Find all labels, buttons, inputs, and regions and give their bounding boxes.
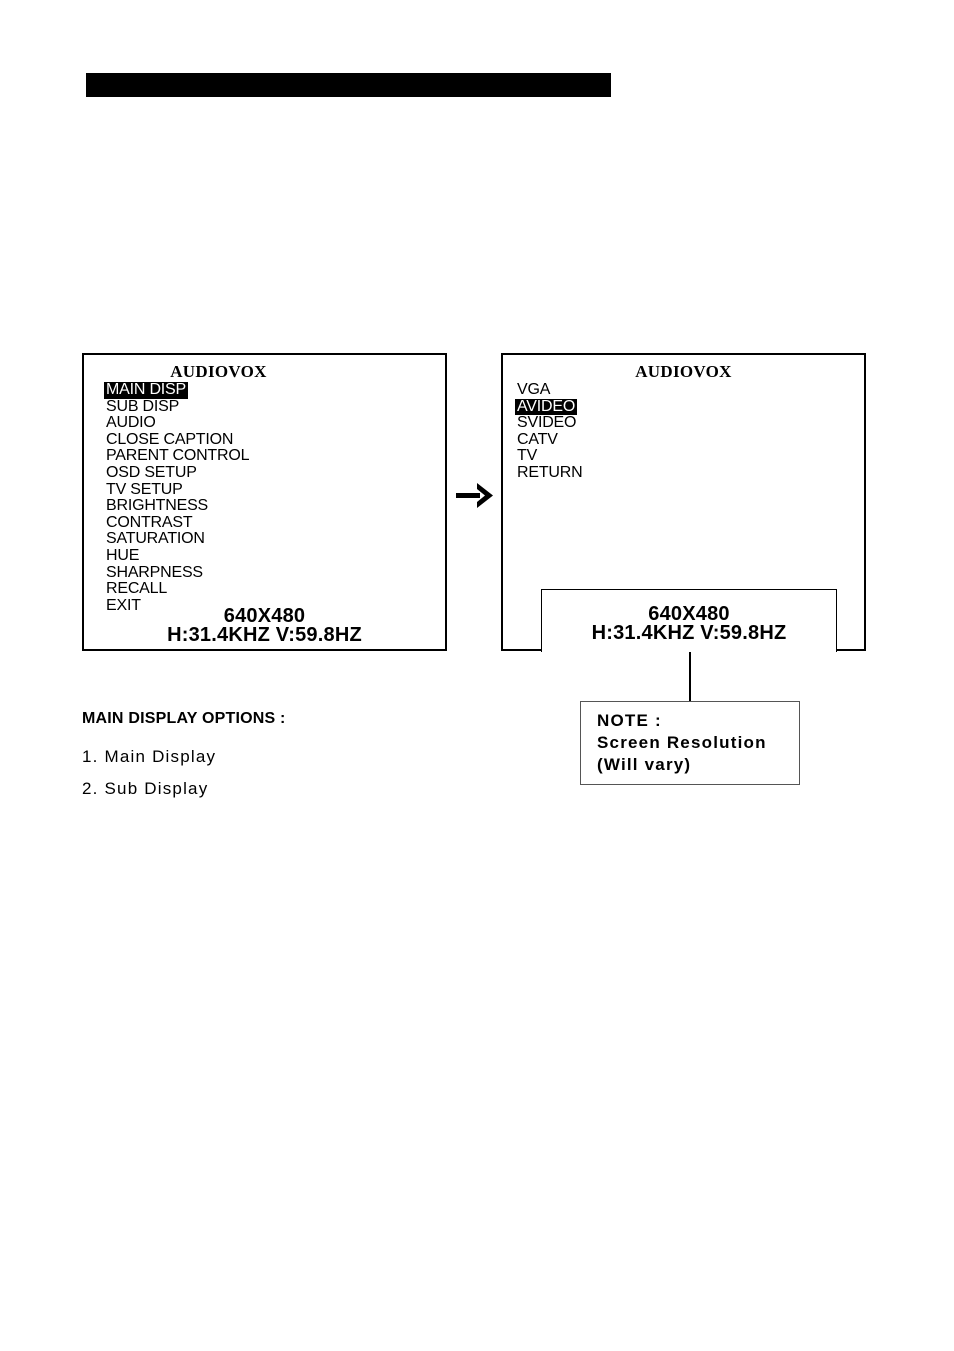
menu-item-tv-setup[interactable]: TV SETUP	[106, 480, 183, 498]
resolution-readout-right	[541, 605, 837, 643]
menu-item-avideo[interactable]: AVIDEO	[517, 397, 576, 415]
note-title: NOTE :	[597, 711, 662, 730]
resolution-readout-left	[82, 607, 447, 645]
note-line: Screen Resolution	[597, 733, 767, 752]
menu-item-parent-control[interactable]: PARENT CONTROL	[106, 447, 250, 465]
note-line: (Will vary)	[597, 755, 692, 774]
menu-item-catv[interactable]: CATV	[517, 430, 558, 448]
resolution-size: 640X480	[223, 605, 306, 627]
brand-logo-left: AUDIOVOX	[170, 362, 267, 381]
menu-item-sharpness[interactable]: SHARPNESS	[106, 563, 203, 581]
menu-item-brightness[interactable]: BRIGHTNESS	[106, 497, 209, 515]
resolution-frequency: H:31.4KHZ V:59.8HZ	[167, 624, 362, 646]
menu-item-svideo[interactable]: SVIDEO	[517, 414, 577, 432]
list-item: 2. Sub Display	[82, 779, 209, 798]
options-list	[82, 741, 216, 805]
menu-item-osd-setup[interactable]: OSD SETUP	[106, 463, 197, 481]
menu-item-hue[interactable]: HUE	[106, 546, 140, 564]
menu-item-vga[interactable]: VGA	[517, 381, 551, 398]
sub-menu-list	[515, 382, 584, 482]
callout-connector-line	[689, 652, 691, 702]
list-item: 1. Main Display	[82, 747, 217, 766]
resolution-size: 640X480	[648, 603, 730, 625]
menu-item-exit[interactable]: EXIT	[106, 596, 141, 614]
menu-item-recall[interactable]: RECALL	[106, 580, 168, 598]
menu-item-saturation[interactable]: SATURATION	[106, 530, 205, 548]
menu-item-sub-disp[interactable]: SUB DISP	[106, 397, 180, 415]
menu-item-contrast[interactable]: CONTRAST	[106, 513, 193, 531]
menu-item-return[interactable]: RETURN	[517, 463, 583, 481]
menu-item-close-caption[interactable]: CLOSE CAPTION	[106, 430, 234, 448]
note-callout-text	[597, 710, 767, 776]
resolution-frequency: H:31.4KHZ V:59.8HZ	[591, 622, 787, 644]
title-bar	[86, 73, 611, 97]
options-heading: MAIN DISPLAY OPTIONS :	[82, 710, 286, 727]
menu-item-tv[interactable]: TV	[517, 447, 538, 465]
arrow-right-icon	[455, 481, 495, 511]
brand-logo-right: AUDIOVOX	[635, 362, 732, 381]
menu-item-audio[interactable]: AUDIO	[106, 414, 156, 432]
main-menu-list	[104, 382, 251, 614]
menu-item-main-disp[interactable]: MAIN DISP	[106, 381, 186, 398]
